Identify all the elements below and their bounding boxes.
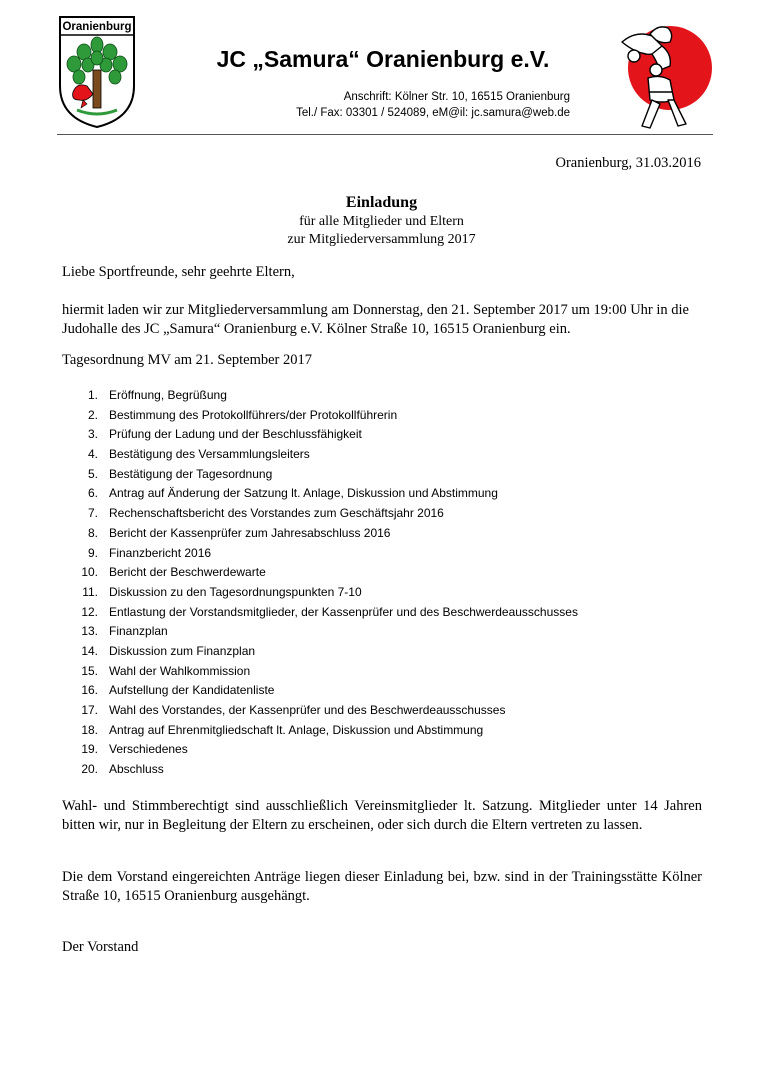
voting-rights-paragraph: Wahl- und Stimmberechtigt sind ausschließlich Vereinsmitglieder lt. Satzung. Mitglieder unter 14 Jahren bitten wir, nur in Begleitung der Eltern zu erscheinen, oder sich durch die Eltern vertreten zu lassen. xyxy=(62,798,702,833)
agenda-item xyxy=(62,544,578,564)
letter-title: Einladung xyxy=(345,194,418,211)
agenda-item-text: Rechenschaftsbericht des Vorstandes zum Geschäftsjahr 2016 xyxy=(109,506,444,521)
organization-name: JC „Samura“ Oranienburg e.V. xyxy=(216,46,550,72)
agenda-item-text: Entlastung der Vorstandsmitglieder, der Kassenprüfer und des Beschwerdeausschusses xyxy=(109,604,578,619)
crest-label: Oranienburg xyxy=(62,21,132,33)
agenda-item-number: 1. xyxy=(87,388,98,402)
agenda-item-number: 13. xyxy=(81,624,98,639)
agenda-item xyxy=(62,484,578,504)
agenda-item xyxy=(62,701,578,721)
agenda-item-number: 3. xyxy=(87,427,98,442)
agenda-heading: Tagesordnung MV am 21. September 2017 xyxy=(62,352,313,368)
agenda-item-text: Wahl des Vorstandes, der Kassenprüfer und des Beschwerdeausschusses xyxy=(109,703,506,717)
agenda-item-number: 20. xyxy=(81,762,98,777)
agenda-item xyxy=(62,622,578,642)
agenda-item xyxy=(62,465,578,485)
agenda-item-text: Aufstellung der Kandidatenliste xyxy=(109,683,275,698)
agenda-item-number: 8. xyxy=(87,525,98,540)
agenda-item xyxy=(62,681,578,701)
agenda-item-number: 5. xyxy=(87,466,98,481)
agenda-item-text: Finanzplan xyxy=(109,624,168,639)
agenda-item-number: 6. xyxy=(87,486,98,501)
agenda-item xyxy=(62,721,578,741)
agenda-item xyxy=(62,425,578,445)
agenda-item-text: Bestimmung des Protokollführers/der Protokollführerin xyxy=(109,407,398,422)
agenda-item xyxy=(62,760,578,780)
agenda-item xyxy=(62,445,578,465)
contact-line: Tel./ Fax: 03301 / 524089, eM@il: jc.samura@web.de xyxy=(296,107,570,119)
agenda-item-number: 11. xyxy=(82,584,98,599)
letter-subtitle-event: zur Mitgliederversammlung 2017 xyxy=(287,232,476,247)
agenda-item-number: 14. xyxy=(81,643,98,658)
agenda-item-text: Prüfung der Ladung und der Beschlussfähigkeit xyxy=(109,427,362,442)
invitation-paragraph: hiermit laden wir zur Mitgliederversammlung am Donnerstag, den 21. September 2017 um 19:00 Uhr in die Judohalle des JC „Samura“ Oranienburg e.V. Kölner Straße 10, 16515 Oranienburg ein. xyxy=(62,302,689,337)
agenda-item xyxy=(62,662,578,682)
agenda-item xyxy=(62,740,578,760)
agenda-item xyxy=(62,386,578,406)
agenda-item-text: Diskussion zum Finanzplan xyxy=(109,643,256,658)
agenda-item-number: 15. xyxy=(81,663,98,678)
agenda-item-text: Bericht der Beschwerdewarte xyxy=(109,565,266,580)
agenda-item-text: Wahl der Wahlkommission xyxy=(109,663,251,678)
agenda-item xyxy=(62,603,578,623)
agenda-item-number: 16. xyxy=(81,683,98,698)
agenda-item-text: Bestätigung der Tagesordnung xyxy=(109,466,273,481)
agenda-item xyxy=(62,406,578,426)
agenda-item xyxy=(62,642,578,662)
agenda-item xyxy=(62,524,578,544)
letter-date: Oranienburg, 31.03.2016 xyxy=(555,155,701,171)
agenda-list xyxy=(62,386,578,780)
salutation: Liebe Sportfreunde, sehr geehrte Eltern, xyxy=(62,264,295,280)
agenda-item-text: Diskussion zu den Tagesordnungspunkten 7-10 xyxy=(109,584,362,599)
agenda-item-text: Bestätigung des Versammlungsleiters xyxy=(109,447,310,462)
signature: Der Vorstand xyxy=(62,939,139,955)
letter-subtitle-audience: für alle Mitglieder und Eltern xyxy=(299,214,464,229)
agenda-item-text: Eröffnung, Begrüßung xyxy=(109,388,227,402)
agenda-item-text: Antrag auf Änderung der Satzung lt. Anlage, Diskussion und Abstimmung xyxy=(109,486,498,501)
header-divider xyxy=(57,134,713,135)
agenda-item-number: 19. xyxy=(81,742,98,757)
motions-paragraph: Die dem Vorstand eingereichten Anträge liegen dieser Einladung bei, bzw. sind in der Trainingsstätte Kölner Straße 10, 16515 Oranienburg ausgehängt. xyxy=(62,869,702,904)
agenda-item-text: Antrag auf Ehrenmitgliedschaft lt. Anlage, Diskussion und Abstimmung xyxy=(109,722,484,737)
address-line: Anschrift: Kölner Str. 10, 16515 Oranienburg xyxy=(343,91,570,103)
judo-throw-logo-icon xyxy=(612,22,718,132)
oranienburg-crest-icon xyxy=(57,14,137,130)
organization-contact xyxy=(224,89,570,121)
agenda-item-text: Verschiedenes xyxy=(109,742,188,757)
agenda-item-text: Bericht der Kassenprüfer zum Jahresabschluss 2016 xyxy=(109,525,391,540)
agenda-item-number: 12. xyxy=(81,604,98,619)
agenda-item-text: Finanzbericht 2016 xyxy=(109,545,212,560)
agenda-item xyxy=(62,583,578,603)
agenda-item-number: 2. xyxy=(87,407,98,422)
agenda-item xyxy=(62,563,578,583)
agenda-item-number: 10. xyxy=(81,565,98,580)
agenda-item xyxy=(62,504,578,524)
agenda-item-number: 4. xyxy=(87,447,98,462)
agenda-item-text: Abschluss xyxy=(109,762,164,777)
agenda-item-number: 7. xyxy=(87,506,98,521)
agenda-item-number: 17. xyxy=(81,703,98,717)
letter-title-block xyxy=(0,193,763,249)
agenda-item-number: 18. xyxy=(81,722,98,737)
agenda-item-number: 9. xyxy=(87,545,98,560)
